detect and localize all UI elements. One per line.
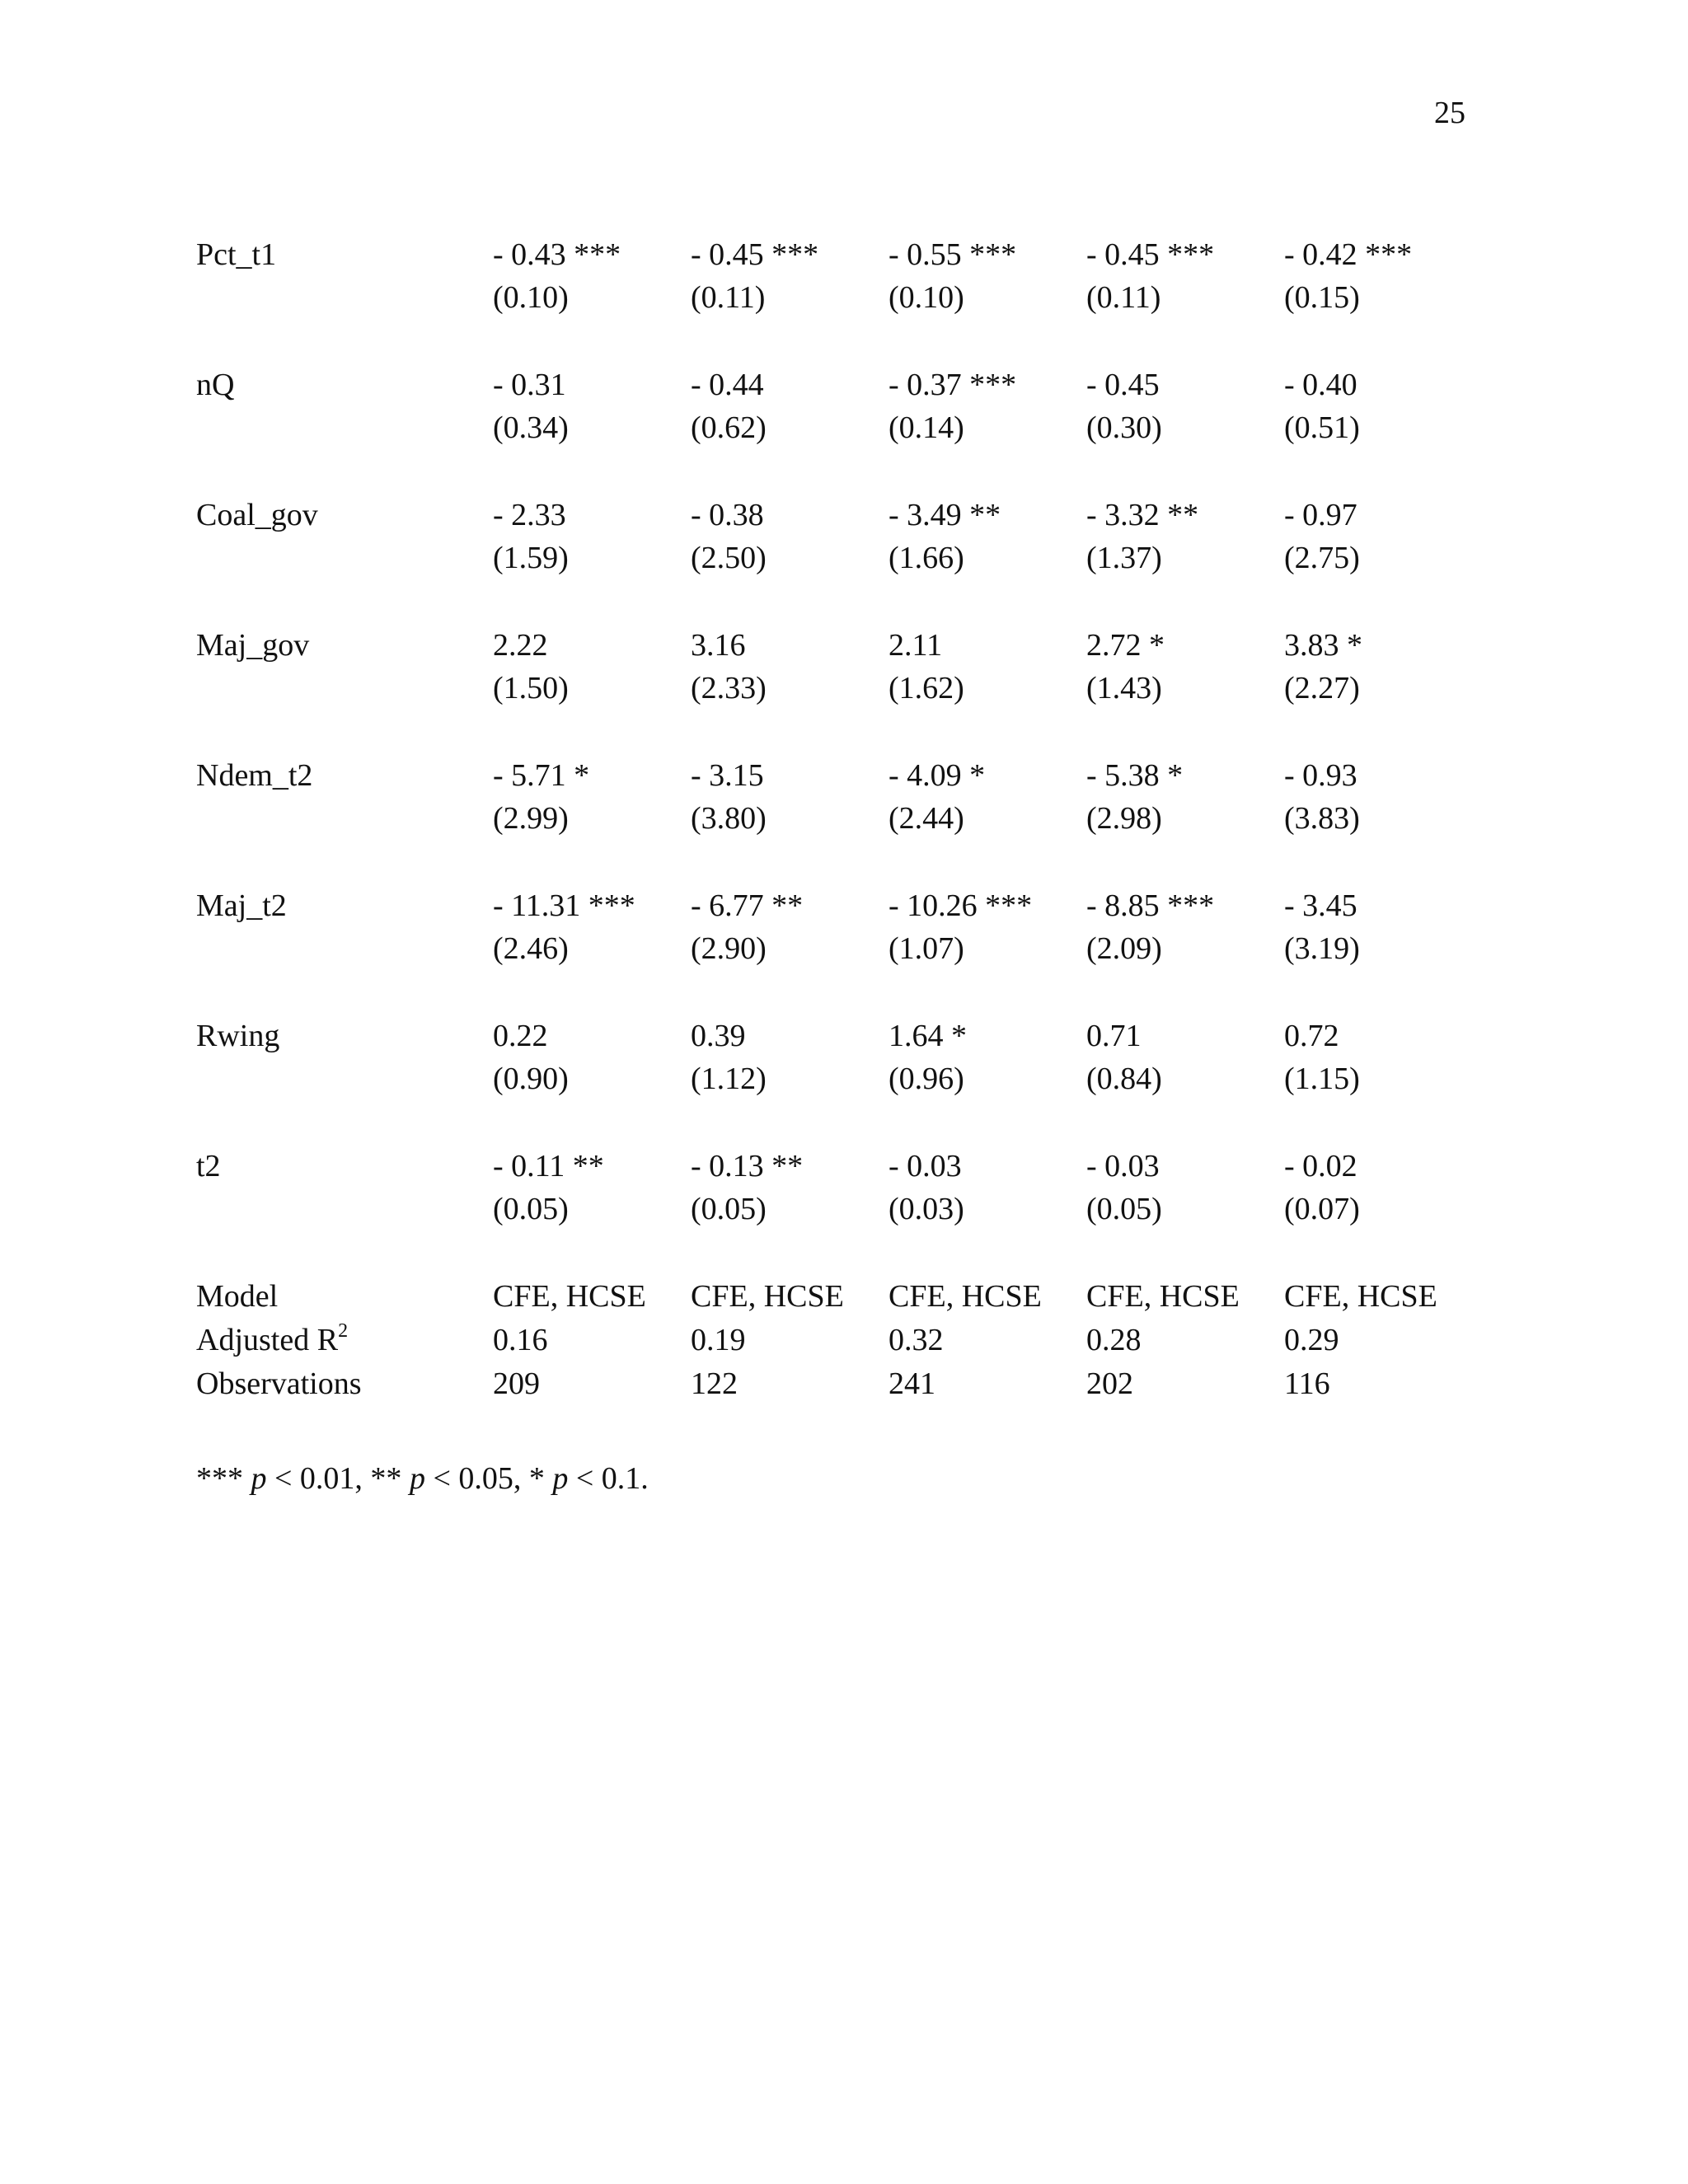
coefficient-cell: 2.11 (889, 628, 943, 663)
superscript: 2 (338, 1320, 349, 1342)
standard-error-cell: (0.30) (1086, 410, 1162, 445)
stat-value: 0.28 (1086, 1323, 1142, 1357)
coefficient-row (196, 369, 1515, 402)
standard-error-cell: (2.44) (889, 801, 964, 836)
standard-error-cell: (2.33) (691, 671, 767, 705)
standard-error-cell: (0.07) (1284, 1192, 1360, 1226)
stat-value: 209 (493, 1366, 540, 1401)
standard-error-cell: (3.83) (1284, 801, 1360, 836)
standard-error-row (196, 673, 1515, 705)
stat-value: CFE, HCSE (1086, 1279, 1240, 1314)
stat-value: 0.32 (889, 1323, 944, 1357)
standard-error-cell: (0.15) (1284, 280, 1360, 315)
stat-value: 122 (691, 1366, 738, 1401)
coefficient-cell: 2.22 (493, 628, 548, 663)
coefficient-cell: - 0.43 *** (493, 237, 621, 272)
stat-value: 0.16 (493, 1323, 548, 1357)
coefficient-cell: - 0.37 *** (889, 368, 1017, 402)
coefficient-cell: - 3.45 (1284, 888, 1357, 923)
standard-error-cell: (1.66) (889, 541, 964, 575)
coefficient-cell: 1.64 * (889, 1019, 967, 1053)
standard-error-cell: (0.34) (493, 410, 569, 445)
standard-error-cell: (0.05) (691, 1192, 767, 1226)
standard-error-cell: (2.99) (493, 801, 569, 836)
coefficient-cell: - 11.31 *** (493, 888, 635, 923)
standard-error-cell: (0.11) (1086, 280, 1161, 315)
coefficient-cell: - 3.49 ** (889, 498, 1001, 532)
standard-error-cell: (1.50) (493, 671, 569, 705)
table-row-group (196, 1151, 1515, 1281)
footnote-p: p (251, 1461, 267, 1496)
footnote-text: *** (196, 1461, 251, 1496)
stat-value: CFE, HCSE (889, 1279, 1042, 1314)
standard-error-cell: (2.50) (691, 541, 767, 575)
coefficient-cell: - 8.85 *** (1086, 888, 1215, 923)
coefficient-cell: - 2.33 (493, 498, 566, 532)
stat-value: CFE, HCSE (493, 1279, 646, 1314)
stat-label-text: Adjusted R (196, 1323, 339, 1357)
coefficient-cell: - 0.11 ** (493, 1149, 604, 1183)
coefficient-cell: - 0.55 *** (889, 237, 1017, 272)
standard-error-row (196, 933, 1515, 966)
standard-error-cell: (2.98) (1086, 801, 1162, 836)
stat-label (196, 1320, 349, 1357)
coefficient-cell: 2.72 * (1086, 628, 1165, 663)
coefficient-row (196, 890, 1515, 923)
standard-error-cell: (1.43) (1086, 671, 1162, 705)
coefficient-cell: - 0.45 (1086, 368, 1160, 402)
standard-error-cell: (0.05) (493, 1192, 569, 1226)
standard-error-cell: (0.96) (889, 1062, 964, 1096)
coefficient-cell: - 0.93 (1284, 758, 1357, 793)
coefficient-cell: - 3.32 ** (1086, 498, 1199, 532)
standard-error-cell: (2.09) (1086, 931, 1162, 966)
significance-footnote (196, 1463, 649, 1494)
standard-error-cell: (2.27) (1284, 671, 1360, 705)
stat-value: 202 (1086, 1366, 1133, 1401)
stat-value: CFE, HCSE (691, 1279, 844, 1314)
standard-error-cell: (0.05) (1086, 1192, 1162, 1226)
stat-value: CFE, HCSE (1284, 1279, 1437, 1314)
standard-error-cell: (1.59) (493, 541, 569, 575)
coefficient-cell: - 0.40 (1284, 368, 1357, 402)
standard-error-cell: (1.12) (691, 1062, 767, 1096)
standard-error-cell: (1.62) (889, 671, 964, 705)
standard-error-cell: (2.75) (1284, 541, 1360, 575)
variable-name: nQ (196, 368, 235, 402)
variable-name: Rwing (196, 1019, 280, 1053)
variable-name: Coal_gov (196, 498, 318, 532)
standard-error-row (196, 282, 1515, 315)
coefficient-cell: 0.22 (493, 1019, 548, 1053)
coefficient-cell: - 0.03 (1086, 1149, 1160, 1183)
standard-error-cell: (0.14) (889, 410, 964, 445)
coefficient-cell: 3.83 * (1284, 628, 1362, 663)
variable-name: Maj_t2 (196, 888, 287, 923)
stat-value: 241 (889, 1366, 935, 1401)
coefficient-cell: - 0.31 (493, 368, 566, 402)
coefficient-cell: - 0.97 (1284, 498, 1357, 532)
coefficient-cell: - 0.13 ** (691, 1149, 804, 1183)
footnote-text: < 0.1. (568, 1461, 649, 1496)
standard-error-cell: (1.07) (889, 931, 964, 966)
standard-error-cell: (1.15) (1284, 1062, 1360, 1096)
standard-error-cell: (0.10) (889, 280, 964, 315)
standard-error-cell: (0.10) (493, 280, 569, 315)
variable-name: Pct_t1 (196, 237, 277, 272)
variable-name: t2 (196, 1149, 221, 1183)
coefficient-cell: - 6.77 ** (691, 888, 804, 923)
coefficient-cell: - 3.15 (691, 758, 764, 793)
table-row-group (196, 369, 1515, 499)
table-row-group (196, 1020, 1515, 1151)
footnote-p: p (409, 1461, 425, 1496)
coefficient-cell: - 0.45 *** (1086, 237, 1215, 272)
coefficient-cell: - 0.38 (691, 498, 764, 532)
coefficient-cell: 0.71 (1086, 1019, 1142, 1053)
stat-label: Observations (196, 1366, 362, 1401)
standard-error-row (196, 803, 1515, 836)
table-row-group (196, 630, 1515, 760)
coefficient-row (196, 239, 1515, 272)
standard-error-cell: (0.90) (493, 1062, 569, 1096)
coefficient-cell: - 10.26 *** (889, 888, 1033, 923)
coefficient-cell: 3.16 (691, 628, 746, 663)
standard-error-cell: (3.19) (1284, 931, 1360, 966)
observations-row (196, 1368, 1515, 1412)
standard-error-row (196, 412, 1515, 445)
table-row-group (196, 760, 1515, 890)
coefficient-row (196, 1020, 1515, 1053)
coefficient-row (196, 760, 1515, 793)
variable-name: Maj_gov (196, 628, 310, 663)
standard-error-cell: (0.51) (1284, 410, 1360, 445)
coefficient-row (196, 499, 1515, 532)
standard-error-row (196, 1063, 1515, 1096)
adjusted-r2-row (196, 1320, 1515, 1368)
variable-name: Ndem_t2 (196, 758, 313, 793)
coefficient-row (196, 630, 1515, 663)
standard-error-cell: (2.46) (493, 931, 569, 966)
table-row-group (196, 499, 1515, 630)
regression-table (196, 239, 1515, 1412)
standard-error-cell: (3.80) (691, 801, 767, 836)
standard-error-cell: (2.90) (691, 931, 767, 966)
coefficient-cell: 0.39 (691, 1019, 746, 1053)
model-row (196, 1281, 1515, 1324)
stat-label: Model (196, 1279, 279, 1314)
coefficient-cell: - 0.45 *** (691, 237, 819, 272)
coefficient-cell: - 0.42 *** (1284, 237, 1413, 272)
stat-value: 0.29 (1284, 1323, 1339, 1357)
standard-error-row (196, 542, 1515, 575)
coefficient-cell: - 5.71 * (493, 758, 590, 793)
coefficient-cell: - 4.09 * (889, 758, 986, 793)
coefficient-row (196, 1151, 1515, 1183)
footnote-p: p (552, 1461, 569, 1496)
model-statistics (196, 1281, 1515, 1412)
page-number: 25 (1434, 96, 1465, 130)
stat-value: 116 (1284, 1366, 1330, 1401)
standard-error-cell: (0.03) (889, 1192, 964, 1226)
stat-value: 0.19 (691, 1323, 746, 1357)
coefficient-cell: - 5.38 * (1086, 758, 1184, 793)
standard-error-cell: (0.62) (691, 410, 767, 445)
table-row-group (196, 890, 1515, 1020)
coefficient-cell: 0.72 (1284, 1019, 1339, 1053)
standard-error-row (196, 1193, 1515, 1226)
standard-error-cell: (0.11) (691, 280, 766, 315)
coefficient-cell: - 0.02 (1284, 1149, 1357, 1183)
footnote-text: < 0.05, * (424, 1461, 553, 1496)
standard-error-cell: (0.84) (1086, 1062, 1162, 1096)
standard-error-cell: (1.37) (1086, 541, 1162, 575)
coefficient-cell: - 0.03 (889, 1149, 962, 1183)
table-row-group (196, 239, 1515, 369)
coefficient-cell: - 0.44 (691, 368, 764, 402)
footnote-text: < 0.01, ** (266, 1461, 410, 1496)
